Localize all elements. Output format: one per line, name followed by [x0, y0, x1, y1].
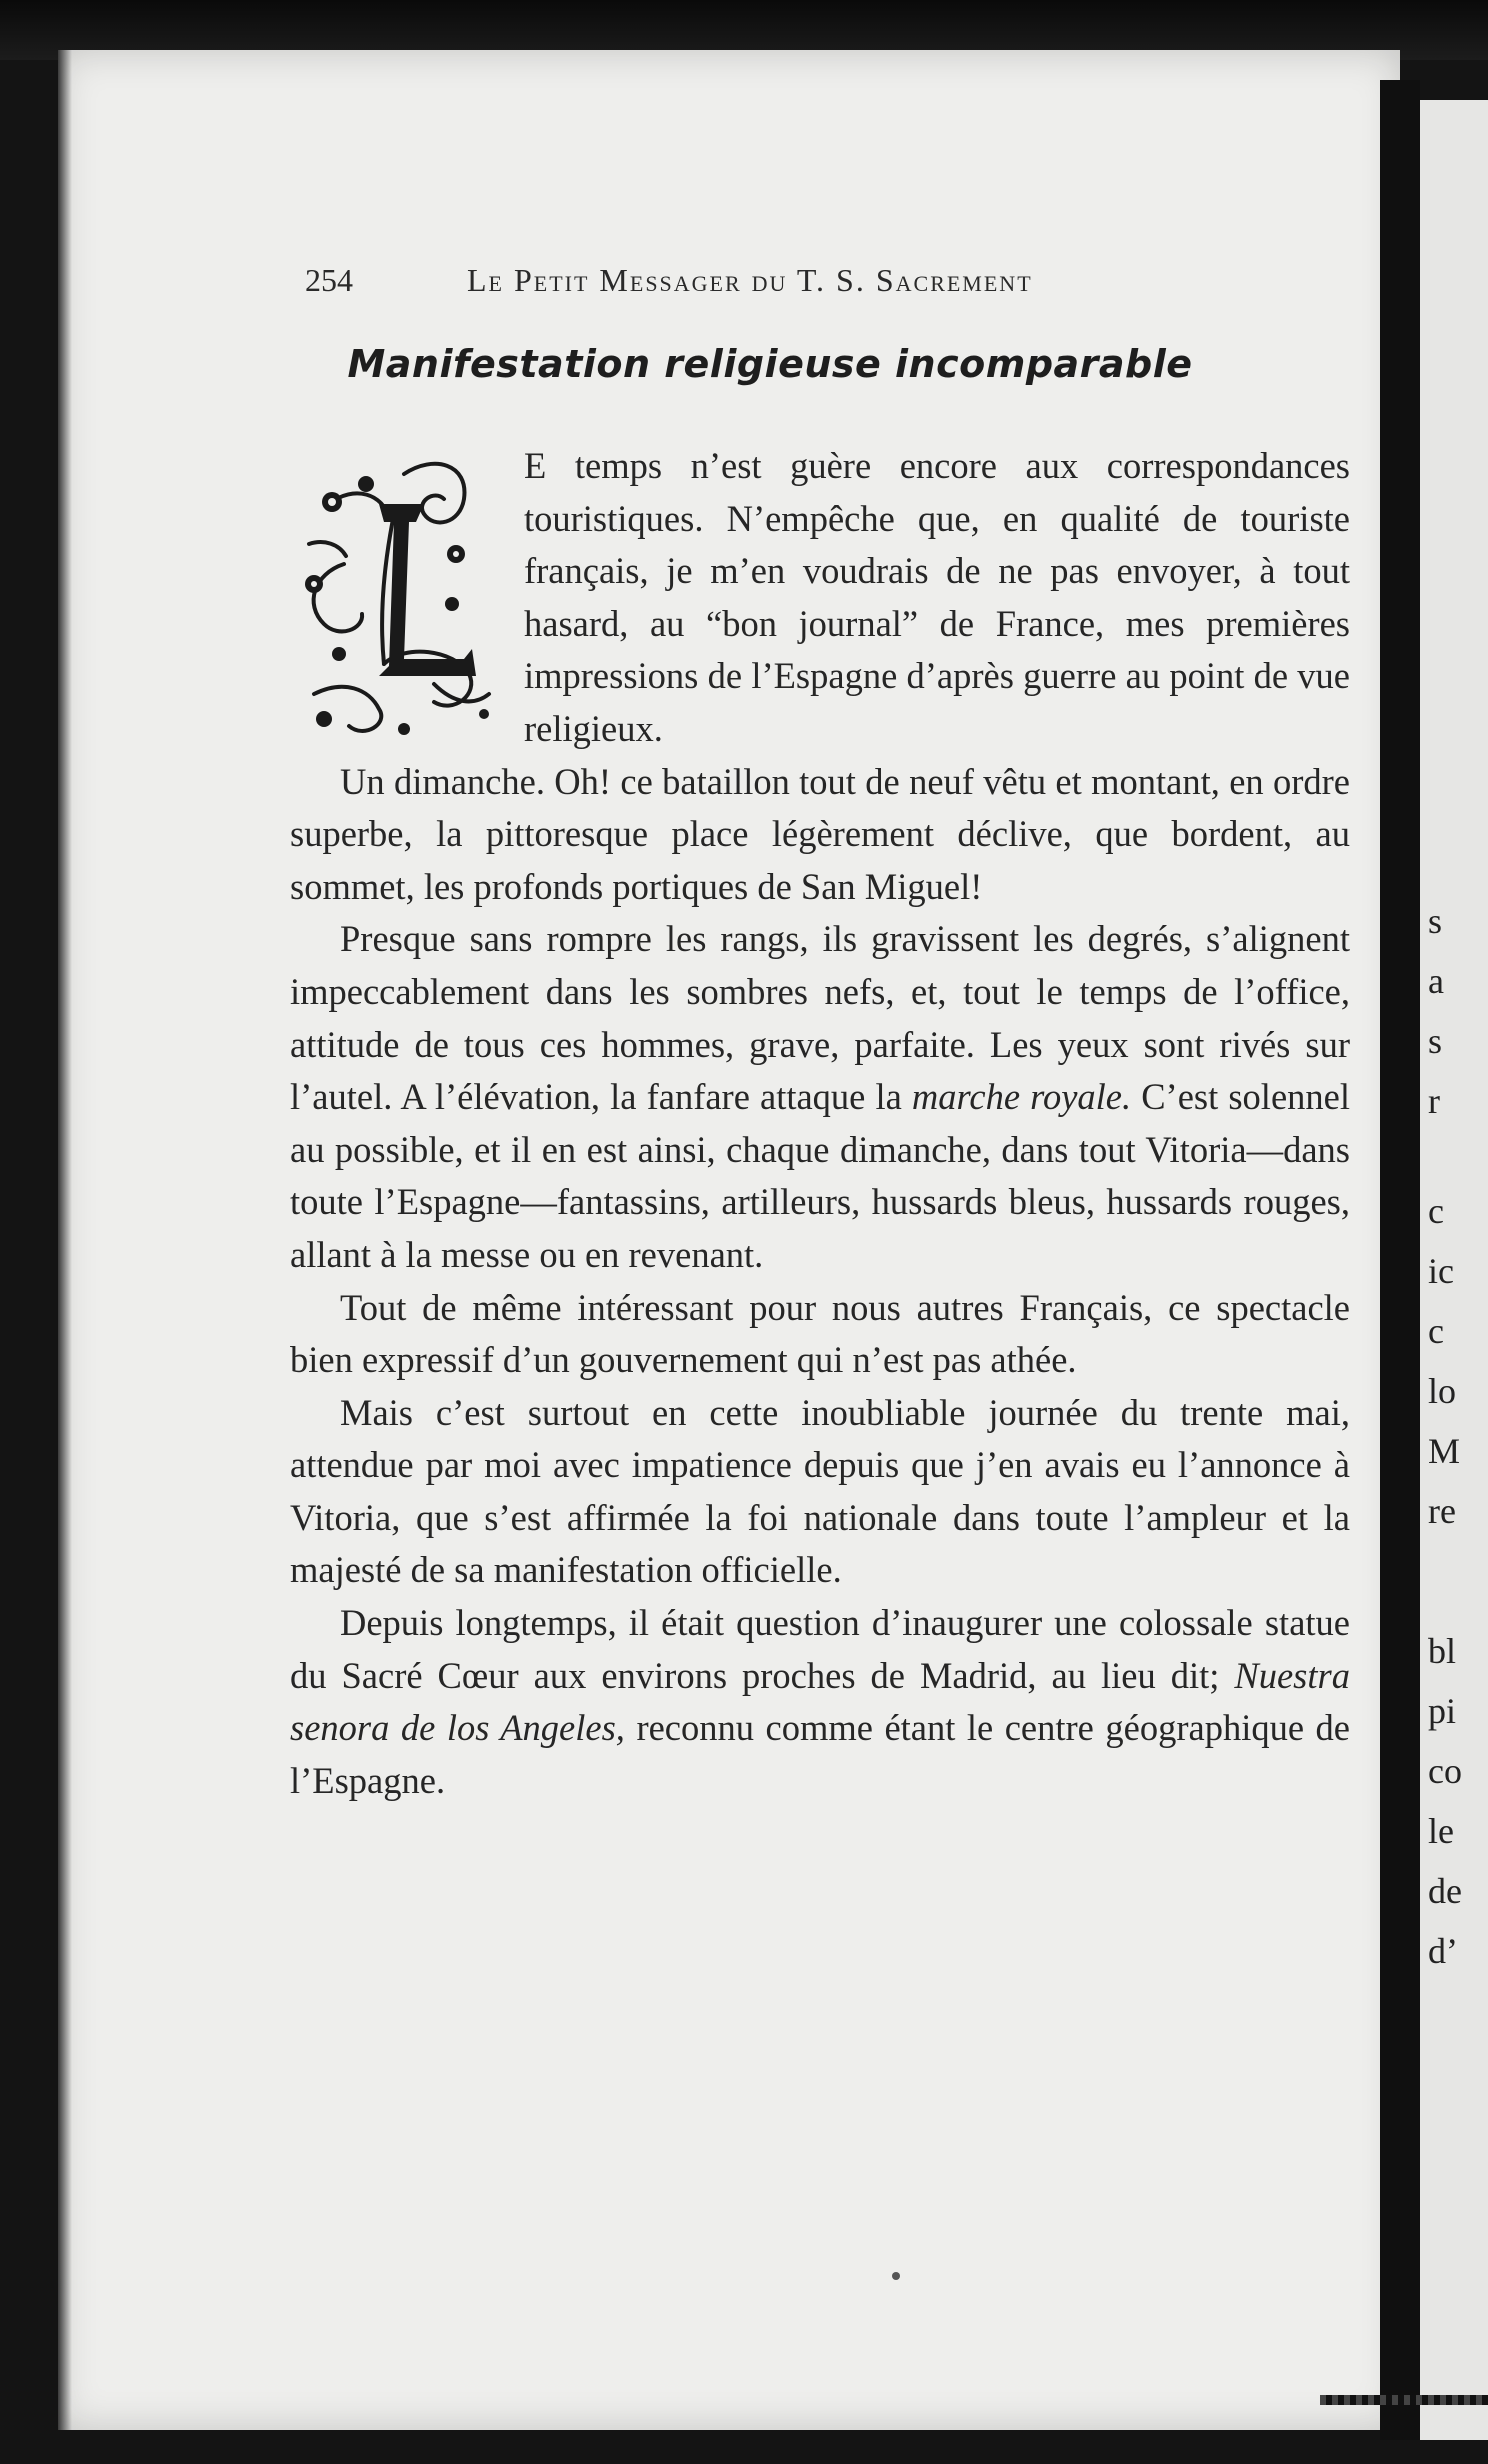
facing-page-fragment: c	[1428, 1191, 1444, 1231]
facing-page-fragment: s	[1428, 1021, 1443, 1061]
facing-page-fragment: a	[1428, 961, 1444, 1001]
facing-page-fragment: M	[1428, 1431, 1461, 1471]
paragraph-6	[290, 1597, 1350, 1807]
paragraph-6-tail: reconnu comme étant le centre géographique de l’Espagne.	[290, 1707, 1350, 1801]
paragraph-6-italic: Nuestra senora de los Angeles,	[290, 1654, 1350, 1749]
paragraph-3-text: Presque sans rompre les rangs, ils gravissent les degrés, s’alignent impeccablement dans les sombres nefs, et, tout le temps de l’office, attitude de tous ces hommes, grave, parfaite. Les yeux sont rivés sur l’autel. A l’élévation, la fanfare attaque la	[290, 918, 1350, 1118]
facing-page-fragment: le	[1428, 1811, 1454, 1851]
page-number: 254	[305, 262, 353, 298]
paragraph-3-italic: marche royale.	[911, 1076, 1132, 1118]
facing-page-fragment: de	[1428, 1871, 1462, 1911]
ink-speck	[892, 2272, 900, 2280]
paragraph-1: E temps n’est guère encore aux correspondances touristiques. N’empêche que, en qualité de touriste français, je m’en voudrais de ne pas envoyer, à tout hasard, au “bon journal” de France, mes premières impressions de l’Espagne d’après guerre au point de vue religieux.	[524, 445, 1350, 749]
film-edge	[1320, 2395, 1488, 2405]
facing-page-fragment: d’	[1428, 1931, 1458, 1971]
facing-page-fragment: ic	[1428, 1251, 1454, 1291]
paragraph-6-text: Depuis longtemps, il était question d’inaugurer une colossale statue du Sacré Cœur aux environs proches de Madrid, au lieu dit;	[290, 1602, 1350, 1696]
facing-page-fragment: pi	[1428, 1691, 1457, 1731]
facing-page-fragment: co	[1428, 1751, 1462, 1791]
ornamental-drop-cap-l-icon	[284, 444, 502, 746]
facing-page-fragment: c	[1428, 1311, 1444, 1351]
facing-page-fragment: s	[1428, 901, 1443, 941]
paragraph-4: Tout de même intéressant pour nous autres Français, ce spectacle bien expressif d’un gouvernement qui n’est pas athée.	[290, 1286, 1350, 1381]
page-header	[305, 262, 1215, 312]
article-body	[290, 440, 1350, 1807]
facing-page-edge	[1420, 100, 1488, 2440]
paragraph-2: Un dimanche. Oh! ce bataillon tout de neuf vêtu et montant, en ordre superbe, la pittoresque place légèrement déclive, que bordent, au sommet, les profonds portiques de San Miguel!	[290, 760, 1350, 907]
facing-page-fragment: re	[1428, 1491, 1456, 1531]
paragraph-3	[290, 913, 1350, 1281]
article-title: Manifestation religieuse incomparable	[347, 342, 1193, 386]
facing-page-fragment: r	[1428, 1081, 1440, 1121]
facing-page-fragment: lo	[1428, 1371, 1457, 1411]
paragraph-5: Mais c’est surtout en cette inoubliable journée du trente mai, attendue par moi avec impatience depuis que j’en avais eu l’annonce à Vitoria, que s’est affirmée la foi nationale dans toute l’ampleur et la majesté de sa manifestation officielle.	[290, 1391, 1350, 1591]
paragraph-3-tail: C’est solennel au possible, et il en est ainsi, chaque dimanche, dans tout Vitoria—dans toute l’Espagne—fantassins, artilleurs, hussards bleus, hussards rouges, allant à la messe ou en revenant.	[290, 1076, 1350, 1275]
running-title: Le Petit Messager du T. S. Sacrement	[467, 262, 1033, 298]
book-spine	[1380, 80, 1420, 2440]
page-gutter-shadow	[58, 50, 72, 2430]
facing-page-fragment: bl	[1428, 1631, 1457, 1671]
